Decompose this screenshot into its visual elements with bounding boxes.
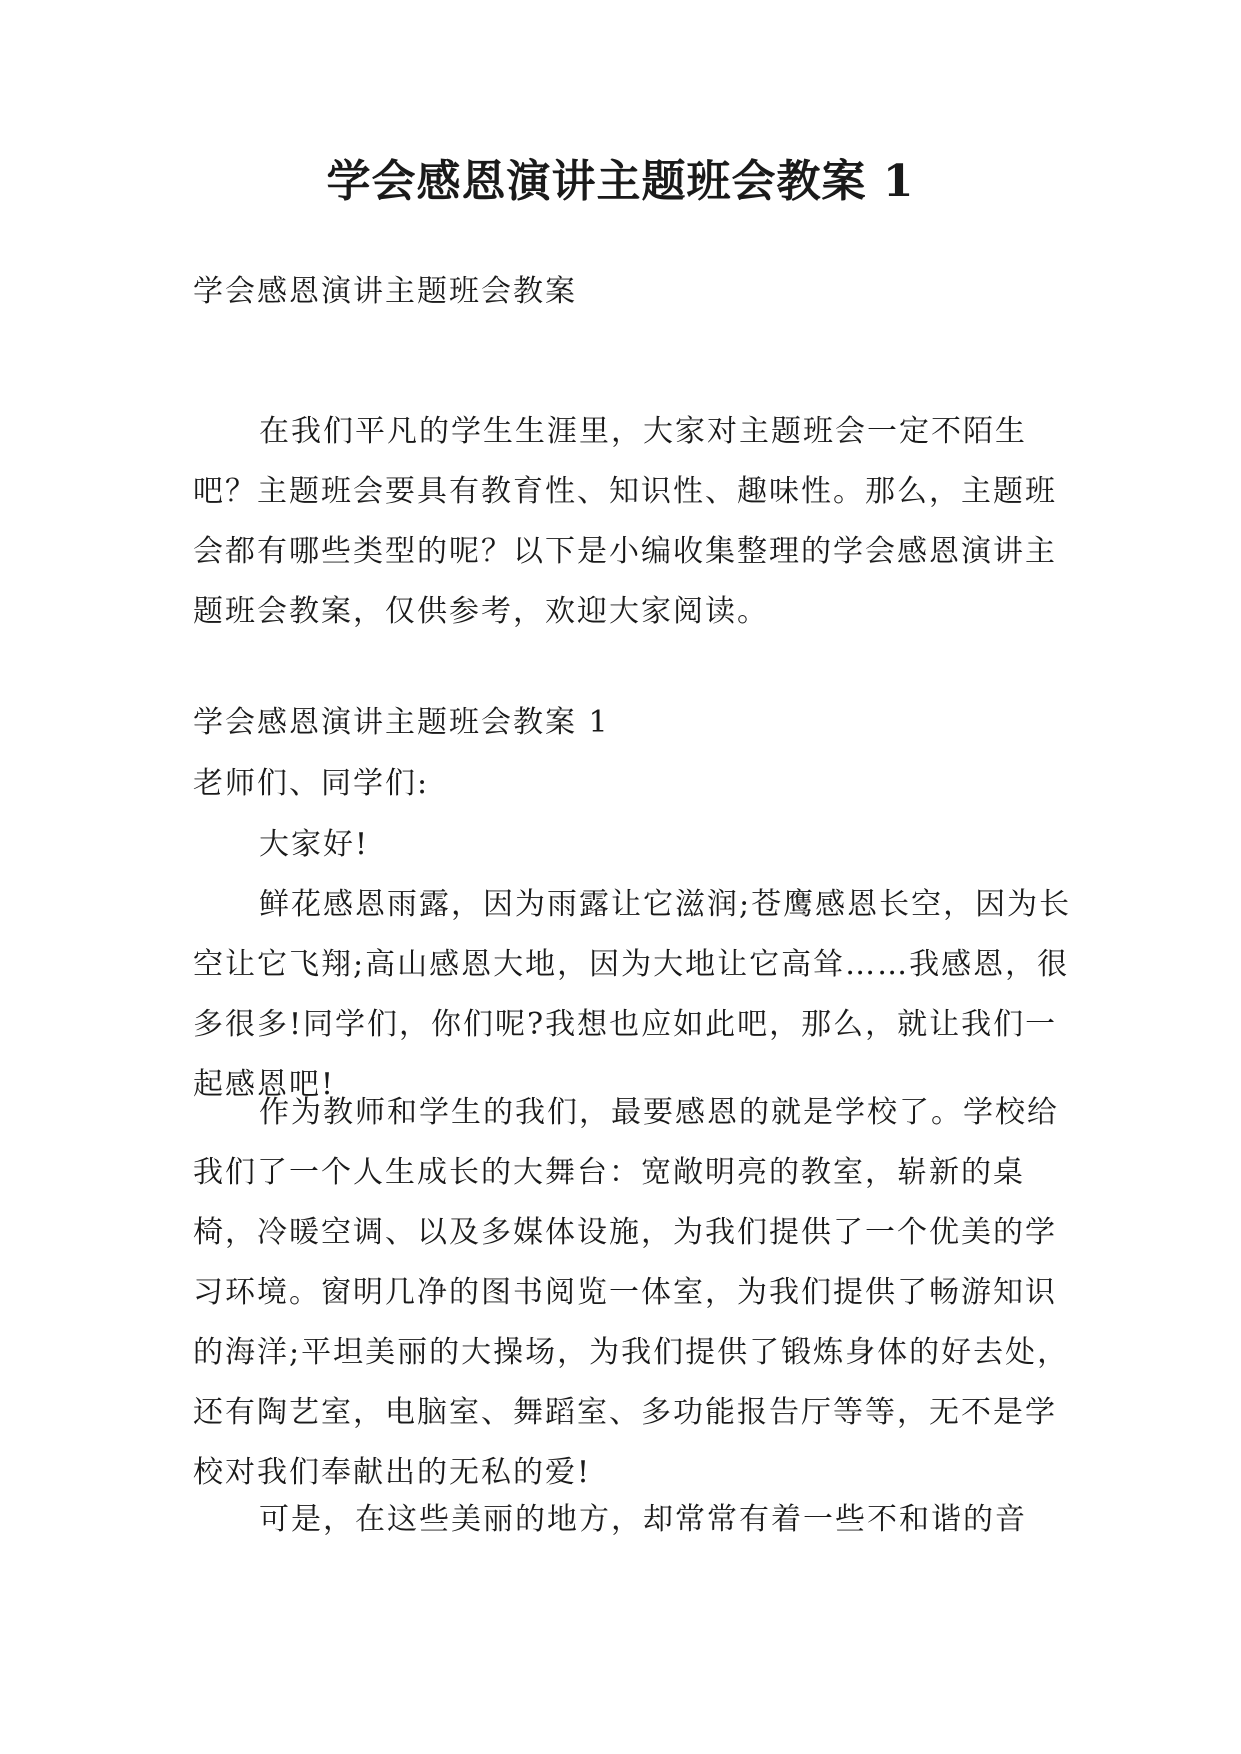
body-paragraph: 作为教师和学生的我们，最要感恩的就是学校了。学校给我们了一个人生成长的大舞台：宽敞明亮的教室，崭新的桌椅，冷暖空调、以及多媒体设施，为我们提供了一个优美的学习环境。窗明几净的图书阅览一体室，为我们提供了畅游知识的海洋;平坦美丽的大操场，为我们提供了锻炼身体的好去处，还有陶艺室，电脑室、舞蹈室、多功能报告厅等等，无不是学校对我们奉献出的无私的爱! xyxy=(193,1095,1070,1490)
document-subtitle: 学会感恩演讲主题班会教案 xyxy=(193,274,577,309)
section-heading: 学会感恩演讲主题班会教案 1 xyxy=(193,705,610,740)
hello-line: 大家好! xyxy=(259,827,370,862)
body-paragraph: 可是，在这些美丽的地方，却常常有着一些不和谐的音 xyxy=(259,1502,1027,1537)
body-paragraph: 鲜花感恩雨露，因为雨露让它滋润;苍鹰感恩长空，因为长空让它飞翔;高山感恩大地，因为大地让它高耸……我感恩，很多很多!同学们，你们呢?我想也应如此吧，那么，就让我们一起感恩吧! xyxy=(193,887,1072,1102)
intro-paragraph: 在我们平凡的学生生涯里，大家对主题班会一定不陌生吧？主题班会要具有教育性、知识性、趣味性。那么，主题班会都有哪些类型的呢？以下是小编收集整理的学会感恩演讲主题班会教案，仅供参考，欢迎大家阅读。 xyxy=(193,414,1057,629)
document-title: 学会感恩演讲主题班会教案 1 xyxy=(326,156,915,207)
greeting-line: 老师们、同学们: xyxy=(193,766,430,801)
